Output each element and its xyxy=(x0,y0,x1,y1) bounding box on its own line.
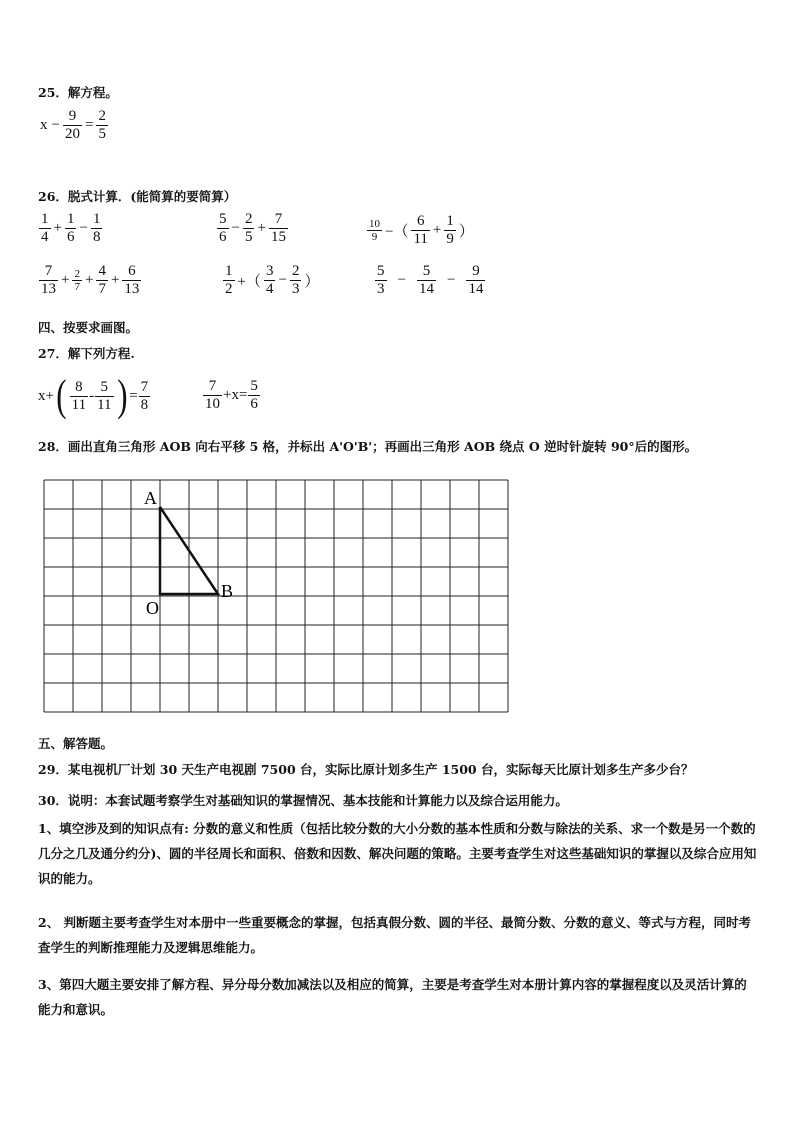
op-eq: = xyxy=(84,117,94,133)
q27-title: 27．解下列方程. xyxy=(38,346,135,361)
label-a: A xyxy=(144,488,157,508)
grid-figure xyxy=(40,478,512,716)
q26-expr-6: $\frac{5}{3}$ − $\frac{5}{14}$ − $\frac{9}{14}$ xyxy=(377,263,484,297)
label-o: O xyxy=(146,598,159,618)
q27-equation-2: $\frac{7}{10}$ +x= $\frac{5}{6}$ xyxy=(205,378,258,412)
q25-title: 25．解方程。 xyxy=(38,85,118,100)
section-5-heading: 五、解答题。 xyxy=(38,736,114,751)
fraction: $\frac{9}{20}$ xyxy=(64,108,80,142)
section-4-heading: 四、按要求画图。 xyxy=(38,320,139,335)
var-x: x xyxy=(40,117,48,133)
op-minus: − xyxy=(51,117,60,133)
q25-equation xyxy=(38,108,109,143)
q26-expr-2: $\frac{5}{6}$ − $\frac{2}{5}$ + $\frac{7}{15}$ xyxy=(219,211,286,245)
paragraph-2: 2、 判断题主要考查学生对本册中一些重要概念的掌握，包括真假分数、圆的半径、最简分数、分数的意义、等式与方程，同时考查学生的判断推理能力及逻辑思维能力。 xyxy=(38,915,752,955)
q29-text: 29．某电视机厂计划 30 天生产电视剧 7500 台，实际比原计划多生产 1500 台，实际每天比原计划多生产多少台？ xyxy=(38,762,694,777)
q26-title: 26．脱式计算．(能简算的要简算） xyxy=(38,189,237,204)
q26-expr-1: $\frac{1}{4}$ + $\frac{1}{6}$ − $\frac{1}{8}$ xyxy=(41,211,101,245)
q26-expr-3: $\frac{10}{9}$ −（ $\frac{6}{11}$ + $\frac{1}{9}$ ） xyxy=(369,213,474,247)
q30-text: 30．说明：本套试题考察学生对基础知识的掌握情况、基本技能和计算能力以及综合运用能力。 xyxy=(38,793,568,808)
q26-expr-5: $\frac{1}{2}$ +（ $\frac{3}{4}$ − $\frac{2}{3}$ ） xyxy=(225,263,320,297)
label-b: B xyxy=(221,581,234,601)
q28-title: 28．画出直角三角形 AOB 向右平移 5 格，并标出 A'O'B'；再画出三角形 AOB 绕点 O 逆时针旋转 90°后的图形。 xyxy=(38,439,698,454)
q26-expr-4: $\frac{7}{13}$ + $\frac{2}{7}$ + $\frac{4}{7}$ + $\frac{6}{13}$ xyxy=(41,263,140,297)
grid-lines xyxy=(44,480,508,712)
paragraph-3: 3、第四大题主要安排了解方程、异分母分数加减法以及相应的简算，主要是考查学生对本册计算内容的掌握程度以及灵活计算的能力和意识。 xyxy=(38,977,747,1017)
q27-equation-1: x+( $\frac{8}{11}$ - $\frac{5}{11}$ ) = $\frac{7}{8}$ xyxy=(38,371,149,420)
paragraph-1: 1、填空涉及到的知识点有: 分数的意义和性质（包括比较分数的大小分数的基本性质和分数与除法的关系、求一个数是另一个数的几分之几及通分约分)、圆的半径周长和面积、倍数和因数、解决问题的策略。主要考查学生对这些基础知识的掌握以及综合应用知识的能力。 xyxy=(38,821,757,886)
fraction: $\frac{2}{5}$ xyxy=(98,108,106,142)
